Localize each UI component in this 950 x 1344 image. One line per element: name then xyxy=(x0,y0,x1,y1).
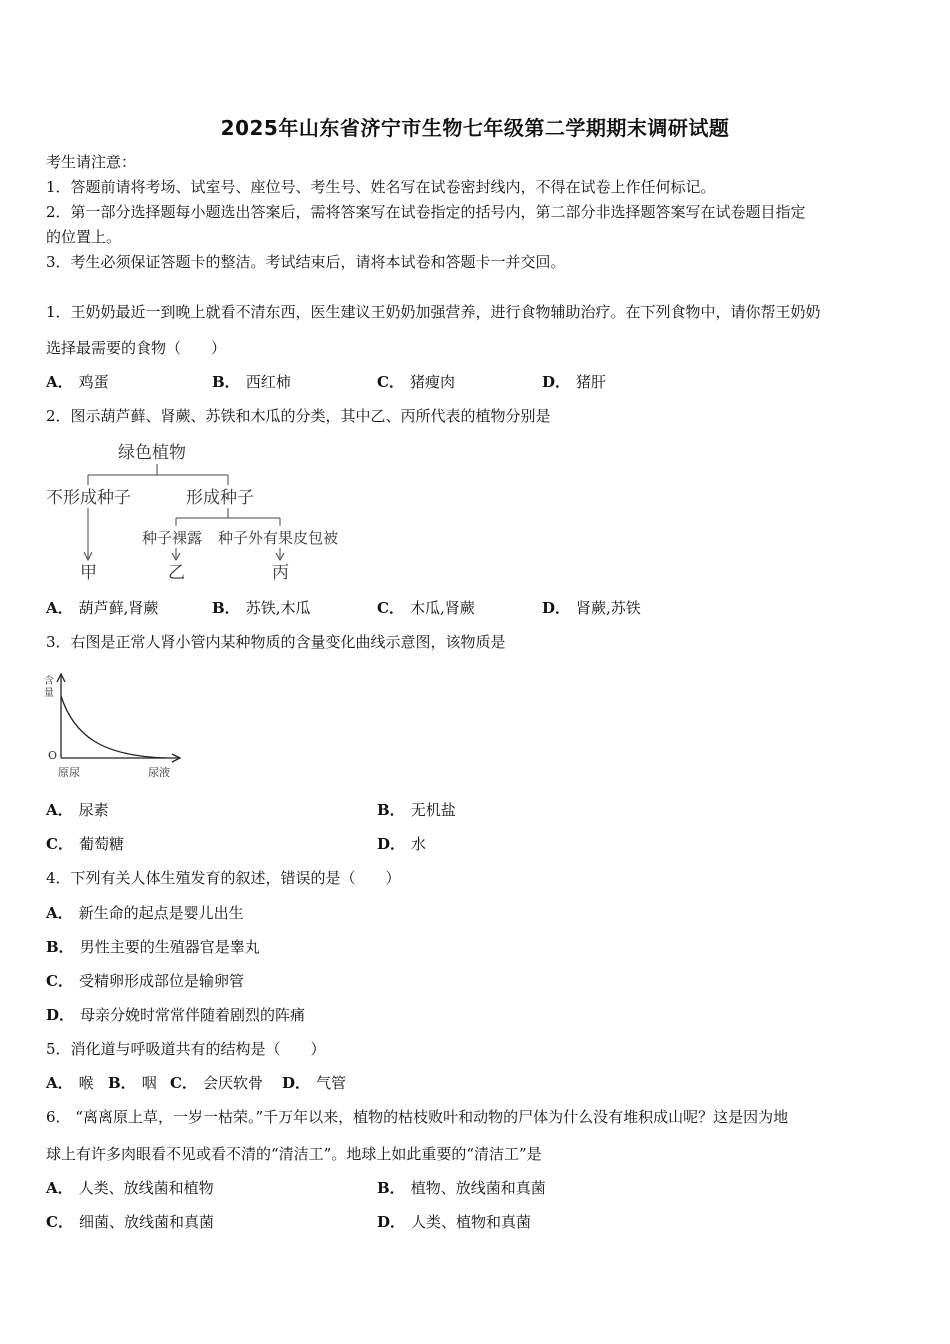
question-3-stem: 3．右图是正常人肾小管内某种物质的含量变化曲线示意图，该物质是 xyxy=(46,633,506,651)
option-d[interactable]: D． 猪肝 xyxy=(542,373,607,391)
option-b[interactable]: B． 咽 xyxy=(108,1074,157,1092)
option-d[interactable]: D． 气管 xyxy=(282,1074,347,1092)
graph-x-start: 原尿 xyxy=(58,766,80,779)
notice-heading: 考生请注意： xyxy=(46,153,137,171)
diagram-leaf-2: 乙 xyxy=(168,563,185,583)
option-d[interactable]: D． 人类、植物和真菌 xyxy=(377,1213,532,1231)
page-title: 2025年山东省济宁市生物七年级第二学期期末调研试题 xyxy=(220,116,730,140)
graph-origin: O xyxy=(48,749,58,762)
graph-ylabel: 含 xyxy=(44,676,54,687)
graph-x-end: 尿液 xyxy=(148,766,170,779)
question-6-stem: 6． “离离原上草，一岁一枯荣。”千万年以来，植物的枯枝败叶和动物的尸体为什么没有堆积成山呢？这是因为地 xyxy=(46,1108,789,1126)
option-a[interactable]: A． 新生命的起点是婴儿出生 xyxy=(46,904,244,922)
option-c[interactable]: C． 猪瘦肉 xyxy=(377,373,455,391)
notice-item: 1．答题前请将考场、试室号、座位号、考生号、姓名写在试卷密封线内，不得在试卷上作任何标记。 xyxy=(46,178,716,196)
diagram-sub2: 种子外有果皮包被 xyxy=(218,529,339,547)
concentration-curve-graph xyxy=(40,670,190,782)
notice-item: 3．考生必须保证答题卡的整洁。考试结束后，请将本试卷和答题卡一并交回。 xyxy=(46,253,566,271)
diagram-right: 形成种子 xyxy=(186,488,254,508)
option-b[interactable]: B． 苏铁,木瓜 xyxy=(212,599,311,617)
option-c[interactable]: C． 木瓜,肾蕨 xyxy=(377,599,475,617)
diagram-sub1: 种子裸露 xyxy=(142,529,203,547)
graph-ylabel: 量 xyxy=(44,688,54,699)
option-d[interactable]: D． 肾蕨,苏铁 xyxy=(542,599,641,617)
question-4-stem: 4．下列有关人体生殖发育的叙述，错误的是（ ） xyxy=(46,869,401,887)
question-1-stem: 1．王奶奶最近一到晚上就看不清东西，医生建议王奶奶加强营养，进行食物辅助治疗。在下列食物中，请你帮王奶奶 xyxy=(46,303,821,321)
option-b[interactable]: B． 无机盐 xyxy=(377,801,456,819)
option-b[interactable]: B． 西红柿 xyxy=(212,373,291,391)
option-a[interactable]: A． 尿素 xyxy=(46,801,109,819)
option-a[interactable]: A． 喉 xyxy=(46,1074,94,1092)
notice-item: 的位置上。 xyxy=(46,228,122,246)
diagram-leaf-3: 丙 xyxy=(272,563,289,583)
notice-item: 2．第一部分选择题每小题选出答案后，需将答案写在试卷指定的括号内，第二部分非选择题答案写在试卷题目指定 xyxy=(46,203,806,221)
question-5-stem: 5．消化道与呼吸道共有的结构是（ ） xyxy=(46,1040,326,1058)
question-1-stem: 选择最需要的食物（ ） xyxy=(46,339,227,357)
question-2-stem: 2．图示葫芦藓、肾蕨、苏铁和木瓜的分类，其中乙、丙所代表的植物分别是 xyxy=(46,407,551,425)
option-c[interactable]: C． 会厌软骨 xyxy=(170,1074,263,1092)
plant-classification-diagram xyxy=(40,436,370,588)
diagram-left: 不形成种子 xyxy=(46,488,131,508)
diagram-leaf-1: 甲 xyxy=(80,563,97,583)
option-c[interactable]: C． 葡萄糖 xyxy=(46,835,124,853)
option-c[interactable]: C． 细菌、放线菌和真菌 xyxy=(46,1213,214,1231)
option-a[interactable]: A． 鸡蛋 xyxy=(46,373,109,391)
diagram-root: 绿色植物 xyxy=(118,443,186,463)
option-a[interactable]: A． 葫芦藓,肾蕨 xyxy=(46,599,159,617)
option-b[interactable]: B． 男性主要的生殖器官是睾丸 xyxy=(46,938,260,956)
option-d[interactable]: D． 母亲分娩时常常伴随着剧烈的阵痛 xyxy=(46,1006,306,1024)
option-b[interactable]: B． 植物、放线菌和真菌 xyxy=(377,1179,546,1197)
option-c[interactable]: C． 受精卵形成部位是输卵管 xyxy=(46,972,244,990)
option-a[interactable]: A． 人类、放线菌和植物 xyxy=(46,1179,214,1197)
option-d[interactable]: D． 水 xyxy=(377,835,427,853)
question-6-stem: 球上有许多肉眼看不见或看不清的“清洁工”。地球上如此重要的“清洁工”是 xyxy=(46,1145,542,1163)
